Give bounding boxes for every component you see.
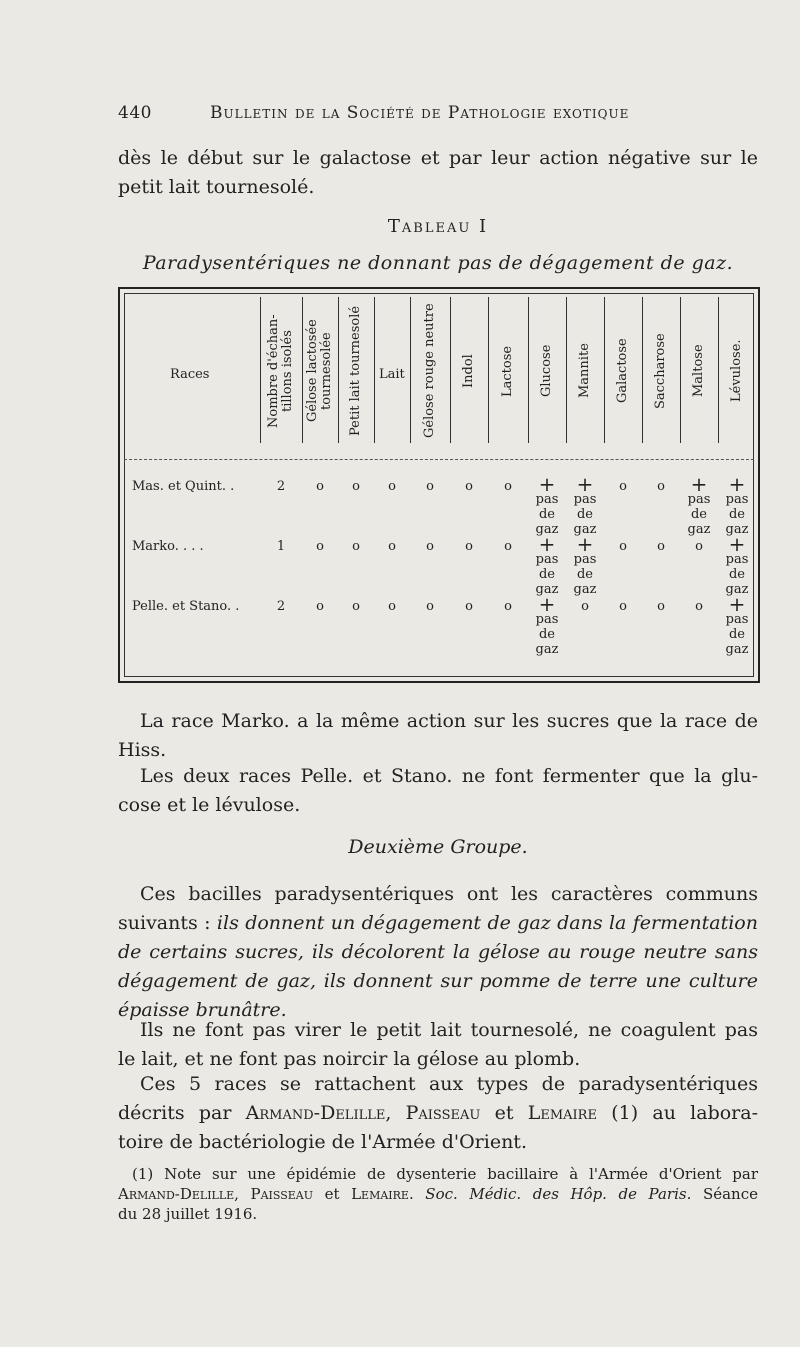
text-line: Hiss. bbox=[118, 739, 167, 761]
table-cell: o bbox=[426, 479, 434, 494]
column-rule bbox=[302, 297, 303, 443]
column-rule bbox=[718, 297, 719, 443]
paragraph-pelle bbox=[118, 762, 758, 820]
text-line: cose et le lévulose. bbox=[118, 794, 301, 816]
footnote bbox=[118, 1164, 758, 1224]
table-cell: o bbox=[352, 539, 360, 554]
column-header: Gélose rouge neutre bbox=[422, 303, 437, 439]
column-header: Glucose bbox=[539, 344, 554, 398]
section-title: Deuxième Groupe. bbox=[348, 836, 528, 858]
table-cell: o bbox=[352, 599, 360, 614]
table-subtitle: Paradysentériques ne donnant pas de dégagement de gaz. bbox=[142, 252, 734, 274]
table-cell: o bbox=[465, 479, 473, 494]
table-cell: o bbox=[619, 539, 627, 554]
column-header: Lactose bbox=[500, 345, 515, 397]
footnote-line: Armand-Delille, Paisseau et Lemaire. Soc. Médic. des Hôp. de Paris. Séance bbox=[118, 1185, 758, 1203]
paragraph-races bbox=[118, 1070, 758, 1157]
column-header: Nombre d'échan-tillons isolés bbox=[266, 314, 295, 428]
text-line: le lait, et ne font pas noircir la gélose au plomb. bbox=[118, 1048, 581, 1070]
table-cell: + pas de gaz bbox=[573, 532, 597, 597]
header-rule bbox=[124, 459, 754, 460]
table-cell: o bbox=[388, 479, 396, 494]
paragraph-characters bbox=[118, 880, 758, 1025]
table-cell: o bbox=[504, 599, 512, 614]
column-rule bbox=[338, 297, 339, 443]
page-number: 440 bbox=[118, 103, 152, 123]
table-title: Tableau I bbox=[387, 216, 489, 237]
table-cell: o bbox=[504, 539, 512, 554]
table-cell: 2 bbox=[276, 479, 286, 494]
journal-title: Bulletin de la Société de Pathologie exotique bbox=[210, 103, 630, 123]
column-rule bbox=[680, 297, 681, 443]
text-line: Ils ne font pas virer le petit lait tournesolé, ne coagulent pas bbox=[140, 1019, 758, 1041]
table-cell: o bbox=[465, 599, 473, 614]
column-header: Lévulose. bbox=[729, 339, 744, 403]
text-line: épaisse brunâtre. bbox=[118, 999, 287, 1021]
table-cell: o bbox=[695, 599, 703, 614]
table-cell: o bbox=[316, 479, 324, 494]
table-cell: 1 bbox=[276, 539, 286, 554]
text-line: La race Marko. a la même action sur les sucres que la race de bbox=[140, 710, 758, 732]
text-line: Les deux races Pelle. et Stano. ne font fermenter que la glu- bbox=[140, 765, 758, 787]
footnote-line: du 28 juillet 1916. bbox=[118, 1205, 258, 1223]
table-cell: + pas de gaz bbox=[535, 532, 559, 597]
column-rule bbox=[450, 297, 451, 443]
table-cell: o bbox=[581, 599, 589, 614]
text-line: toire de bactériologie de l'Armée d'Orient. bbox=[118, 1131, 527, 1153]
row-label: Marko. . . . bbox=[132, 539, 204, 554]
table-cell: + pas de gaz bbox=[687, 472, 711, 537]
row-label: Pelle. et Stano. . bbox=[132, 599, 240, 614]
column-rule bbox=[528, 297, 529, 443]
table-cell: o bbox=[695, 539, 703, 554]
text-line: dégagement de gaz, ils donnent sur pomme de terre une culture bbox=[118, 970, 758, 992]
table-cell: o bbox=[619, 599, 627, 614]
table-cell: + pas de gaz bbox=[573, 472, 597, 537]
text-line: petit lait tournesolé. bbox=[118, 176, 315, 198]
column-rule bbox=[488, 297, 489, 443]
column-header: Lait bbox=[379, 367, 405, 382]
table-cell: o bbox=[316, 599, 324, 614]
column-header: Saccharose bbox=[653, 333, 668, 409]
text-line: décrits par Armand-Delille, Paisseau et Lemaire (1) au labora- bbox=[118, 1102, 759, 1124]
column-rule bbox=[260, 297, 261, 443]
table-cell: o bbox=[504, 479, 512, 494]
column-header: Maltose bbox=[691, 344, 706, 398]
table-cell: o bbox=[388, 539, 396, 554]
table-cell: o bbox=[316, 539, 324, 554]
intro-paragraph bbox=[118, 144, 758, 202]
column-rule bbox=[374, 297, 375, 443]
column-rule bbox=[410, 297, 411, 443]
data-table bbox=[118, 287, 760, 683]
table-cell: o bbox=[657, 539, 665, 554]
table-cell: + pas de gaz bbox=[535, 472, 559, 537]
table-cell: o bbox=[426, 599, 434, 614]
text-line: dès le début sur le galactose et par leur action négative sur le bbox=[118, 147, 758, 169]
table-cell: o bbox=[657, 479, 665, 494]
column-rule bbox=[566, 297, 567, 443]
paragraph-marko bbox=[118, 707, 758, 765]
column-header: Indol bbox=[461, 354, 476, 388]
table-cell: o bbox=[352, 479, 360, 494]
text-line: de certains sucres, ils décolorent la gélose au rouge neutre sans bbox=[118, 941, 758, 963]
text-line: Ces 5 races se rattachent aux types de paradysentériques bbox=[140, 1073, 758, 1095]
column-header: Mannite bbox=[577, 343, 592, 399]
table-cell: + pas de gaz bbox=[725, 592, 749, 657]
footnote-line: (1) Note sur une épidémie de dysenterie bacillaire à l'Armée d'Orient par bbox=[132, 1165, 758, 1183]
table-cell: + pas de gaz bbox=[725, 532, 749, 597]
table-cell: o bbox=[657, 599, 665, 614]
column-header: Gélose lactosée tournesolée bbox=[305, 319, 334, 423]
table-cell: o bbox=[619, 479, 627, 494]
column-rule bbox=[604, 297, 605, 443]
text-line: Ces bacilles paradysentériques ont les caractères communs bbox=[140, 883, 758, 905]
table-cell: o bbox=[426, 539, 434, 554]
table-cell: o bbox=[388, 599, 396, 614]
table-cell: 2 bbox=[276, 599, 286, 614]
column-header-races: Races bbox=[170, 367, 210, 382]
column-header: Petit lait tournesolé bbox=[348, 305, 363, 437]
table-cell: + pas de gaz bbox=[725, 472, 749, 537]
paragraph-lait bbox=[118, 1016, 758, 1074]
text-line: suivants : ils donnent un dégagement de gaz dans la fermentation bbox=[118, 912, 758, 934]
row-label: Mas. et Quint. . bbox=[132, 479, 235, 494]
table-cell: + pas de gaz bbox=[535, 592, 559, 657]
column-rule bbox=[642, 297, 643, 443]
column-header: Galactose bbox=[615, 338, 630, 404]
table-cell: o bbox=[465, 539, 473, 554]
